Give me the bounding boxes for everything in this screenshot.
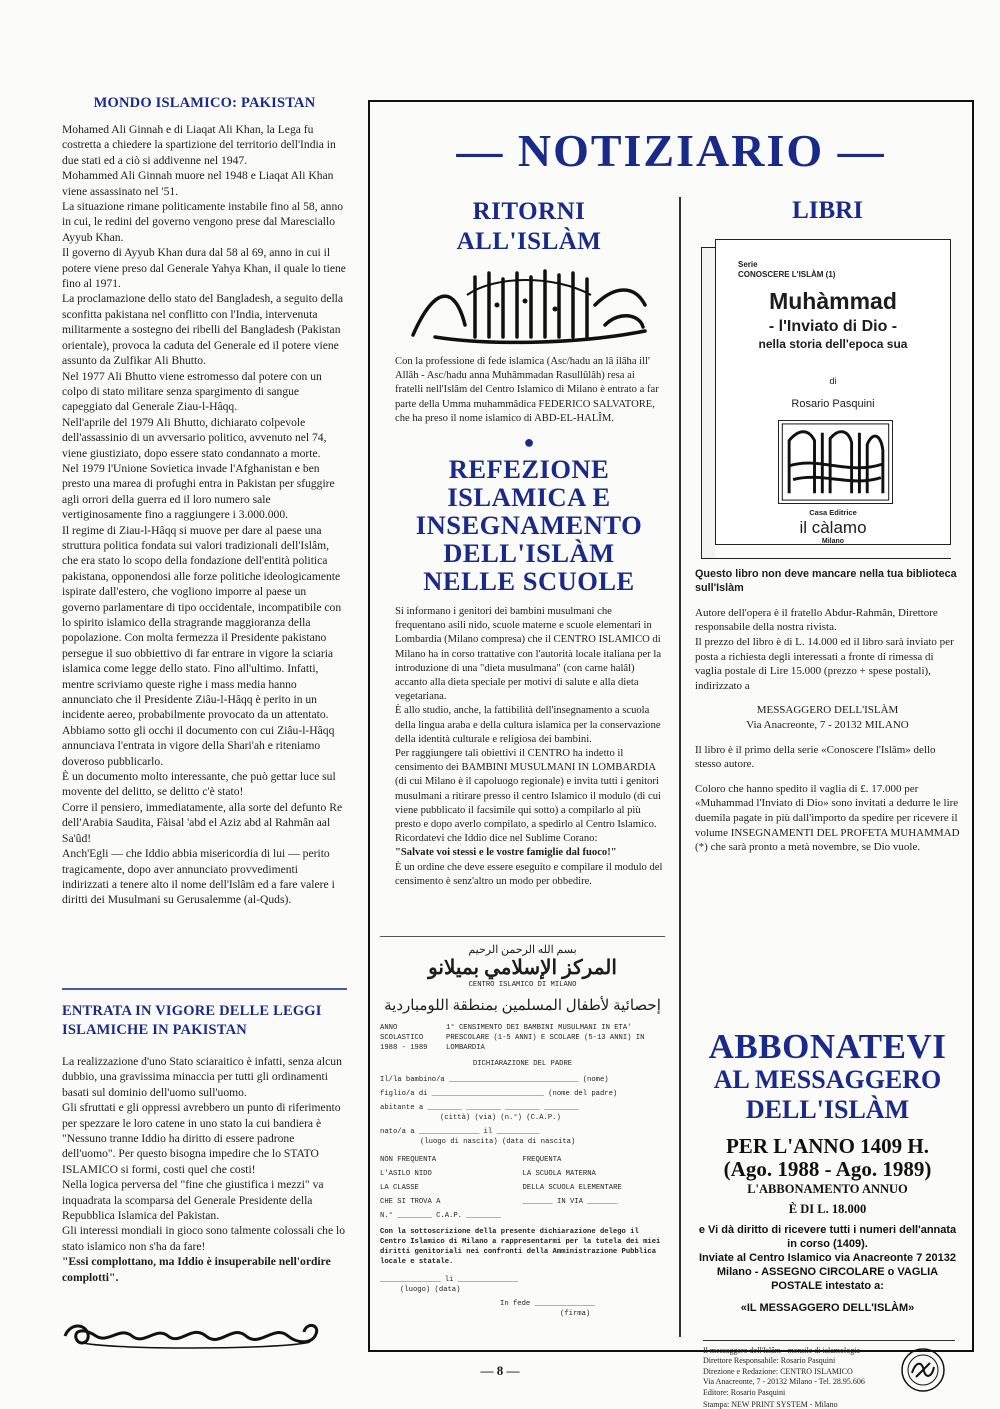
form-census-arabic: إحصائية لأطفال المسلمين بمنطقة اللومباردية: [384, 998, 661, 1014]
book-bottom-edge: [701, 545, 951, 559]
title-refezione-2: ISLAMICA E: [447, 482, 611, 513]
form-option: NON FREQUENTA: [380, 1156, 437, 1164]
quran-quote: "Salvate voi stessi e le vostre famiglie dal fuoco!": [395, 847, 617, 859]
paragraph: Si informano i genitori dei bambini musulmani che frequentano asili nido, scuole materne e scuole elementari in Lombardia (Milano compresa) che il CENTRO ISLAMICO di Milano ha in corso trattative con l'autorità locale italiana per la introduzione di una "dieta musulmana" (con carne halâl) accanto alla dieta speciale per motivi di salute e alla dieta vegetariana.: [395, 606, 662, 703]
form-header-row: [380, 1023, 665, 1053]
pakistan-article: [62, 122, 347, 908]
quran-quote: "Essi complottano, ma Iddio è insuperabile nell'ordire complotti".: [62, 1255, 331, 1284]
book-author: Rosario Pasquini: [791, 398, 875, 410]
schools-article: [395, 605, 663, 889]
title-libri: LIBRI: [792, 197, 863, 224]
form-line-labels: (città) (via) (n.°) (C.A.P.): [440, 1114, 561, 1122]
book-promo-headline: Questo libro non deve mancare nella tua biblioteca sull'Islàm: [695, 568, 957, 595]
section-title-pakistan: MONDO ISLAMICO: PAKISTAN: [93, 95, 316, 111]
paragraph: È un ordine che deve essere eseguito e compilare il modulo del censimento è senz'altro un modo per obbedire.: [395, 861, 663, 887]
address-name: MESSAGGERO DELL'ISLÀM: [756, 704, 899, 717]
census-form: [380, 936, 665, 1334]
book-cover: [701, 239, 954, 559]
left-column: [62, 95, 347, 908]
subscribe-line: DELL'ISLÀM: [745, 1095, 910, 1124]
laws-article: [62, 1054, 347, 1285]
paragraph: Nella logica perversa del "fine che giustifica i mezzi" va inquadrata la scomparsa del Generale Presidente della Repubblica Islamica del Pakistan.: [62, 1178, 324, 1223]
calligraphic-tile-icon: [778, 420, 893, 504]
colophon-line: Il messaggero dell'Islâm - mensile di islamologia: [703, 1346, 860, 1355]
title-refezione-4: DELL'ISLÀM: [443, 538, 615, 569]
form-option: LA CLASSE: [380, 1184, 419, 1192]
form-school-grid: [380, 1153, 665, 1209]
form-line: figlio/a di __________________________ (nome del padre): [380, 1090, 618, 1098]
paragraph: La situazione rimane politicamente instabile fino al 58, anno in cui, le redini del governo vengono prese dal Maresciallo Ayyub Khan.: [62, 200, 344, 244]
form-option: FREQUENTA: [522, 1156, 562, 1164]
subscribe-headline: ABBONATEVI: [708, 1027, 947, 1066]
book-by: di: [829, 376, 837, 386]
paragraph: È allo studio, anche, la fattibilità dell'insegnamento a scuola della lingua araba e della cultura islamica per la conservazione della identità culturale e religiosa dei bambini.: [395, 705, 661, 745]
form-option: LA SCUOLA MATERNA: [522, 1170, 596, 1178]
title-ritorni: RITORNI: [472, 198, 586, 225]
subscribe-line: e Vi dà diritto di ricevere tutti i numeri dell'annata in corso (1409).: [698, 1224, 957, 1250]
form-line: nato/a a ______________ il __________: [380, 1128, 540, 1136]
form-center-arabic: المركز الإسلامي بميلانو: [428, 957, 617, 979]
right-column: [695, 197, 960, 1409]
form-line: Il/la bambino/a ______________________________ (nome): [380, 1076, 609, 1084]
paragraph: Autore dell'opera è il fratello Abdur-Rahmân, Direttore responsabile della nostra rivista.: [695, 606, 938, 634]
paragraph: Nell'aprile del 1979 Ali Bhutto, dichiarato colpevole dell'assassinio di un avversario politico, avvenuto nel 74, viene giustiziato, dopo essere stato condannato a morte.: [62, 415, 327, 460]
paragraph: La proclamazione dello stato del Bangladesh, a seguito della sconfitta pakistana nel conflitto con l'India, intervenuta militarmente a sostegno dei ribelli del Bangladesh (Pakistan orientale), provoca la caduta del Generale ed il potere viene assunto da Zulfikar Ali Bhutto.: [62, 292, 344, 368]
form-col-a: [380, 1153, 523, 1209]
section-title-laws: ENTRATA IN VIGORE DELLE LEGGI ISLAMICHE IN PAKISTAN: [62, 1003, 322, 1038]
colophon-line: Direzione e Redazione: CENTRO ISLAMICO: [703, 1366, 853, 1376]
column-divider: [679, 197, 681, 1337]
form-statement: Con la sottoscrizione della presente dichiarazione delego il Centro Islamico di Milano a rappresentarmi per la tutela dei miei diritti genitoriali nei confronti della Amministrazione Pubblica locale e statale.: [380, 1228, 661, 1266]
bullet-separator: ●: [523, 432, 535, 453]
conversion-notice: Con la professione di fede islamica (Asc/hadu an lâ ilâha ill' Allâh - Asc/hadu anna Muhâmmadan Rasullûlâh) resa ai fratelli nell'Islâm del Centro Islamico di Milano è entrato a far parte della Umma muhammâdica FEDERICO SALVATORE, che ha preso il nome islamico di ABD-EL-HALÎM.: [395, 356, 659, 424]
paragraph: Il libro è il primo della serie «Conoscere l'Islâm» dello stesso autore.: [695, 743, 936, 771]
paragraph: La realizzazione d'uno Stato sciaraitico è infatti, senza alcun dubbio, una gravissima minaccia per tutti gli ordinamenti basati sul dominio dell'uomo sull'uomo.: [62, 1055, 342, 1099]
book-series: [738, 260, 835, 280]
subscribe-box: [695, 1029, 960, 1315]
book-subtitle: - l'Inviato di Dio -: [768, 318, 898, 335]
paragraph: Nel 1979 l'Unione Sovietica invade l'Afghanistan e ben presto una marea di profughi entra in Pakistan per sfuggire agli orrori della guerra ed il loro numero sale vertiginosamente fino a raggiungere i 3.000.000.: [62, 461, 335, 522]
paragraph: Gli interessi mondiali in gioco sono talmente colossali che lo stato islamico non s'ha da fare!: [62, 1224, 346, 1253]
paragraph: Mohamed Ali Ginnah e di Liaqat Ali Khan, la Lega fu costretta a chiedere la spartizione del territorio dell'India in due stati ed a ciò si addivenne nel 1947.: [62, 123, 336, 167]
shahada-calligraphy-icon: [405, 265, 653, 347]
left-column-lower: [62, 1002, 347, 1285]
book-series-label: Serie: [738, 260, 758, 269]
news-frame: [368, 100, 974, 1409]
paragraph: È un documento molto interessante, che può gettar luce sul movente del delitto, se delitto c'è stato!: [62, 770, 336, 799]
ornament-flourish-icon: [60, 1318, 330, 1354]
colophon-line: Direttore Responsabile: Rosario Pasquini: [703, 1356, 836, 1366]
book-series-name: CONOSCERE L'ISLÀM (1): [738, 270, 836, 279]
form-line-labels: (luogo di nascita) (data di nascita): [420, 1138, 576, 1146]
book-title: Muhàmmad: [769, 288, 897, 314]
form-sign-labels: (luogo) (data): [400, 1286, 461, 1294]
subscribe-year: PER L'ANNO 1409 H.: [725, 1134, 929, 1158]
book-publisher: il càlamo: [799, 518, 867, 537]
subscribe-line: Inviate al Centro Islamico via Anacreonte 7 20132 Milano - ASSEGNO CIRCOLARE o VAGLIA POSTALE intestato a:: [699, 1252, 956, 1292]
form-option: DELLA SCUOLA ELEMENTARE: [522, 1184, 622, 1192]
form-option: CHE SI TROVA A: [380, 1198, 441, 1206]
paragraph: Corre il pensiero, immediatamente, alla sorte del defunto Re dell'Arabia Saudita, Fàisal 'abd el Aziz abd al Rahmân aal Sa'ûd!: [62, 800, 343, 845]
title-all-islam: ALL'ISLÀM: [456, 228, 602, 255]
colophon-line: Via Anacreonte, 7 - 20132 Milano - Tel. 28.95.606: [703, 1377, 865, 1387]
form-sign-line: ______________ li ______________: [380, 1276, 519, 1284]
form-option: _______ IN VIA _______: [522, 1198, 618, 1206]
subscribe-payee: «IL MESSAGGERO DELL'ISLÀM»: [740, 1302, 915, 1314]
paragraph: Coloro che hanno spedito il vaglia di £. 17.000 per «Muhammad l'Inviato di Dio» sono invitati a dedurre le lire duemila pagate in più dall'importo da spedire per ricevere il volume INSEGNAMENTI DEL PROFETA MUHAMMAD (*) che sarà pronto a metà novembre, se Dio vuole.: [695, 782, 960, 854]
book-publisher-label: Casa Editrice: [809, 508, 857, 517]
paragraph: Abbiamo sotto gli occhi il documento con cui Ziâu-l-Hâqq annunciava l'entrata in vigore della Shari'ah e riteniamo doveroso pubblicarlo.: [62, 723, 335, 768]
subscribe-period: (Ago. 1988 - Ago. 1989): [723, 1157, 932, 1181]
book-promo: [695, 567, 960, 855]
subscribe-line: L'ABBONAMENTO ANNUO: [747, 1182, 908, 1196]
title-refezione-1: REFEZIONE: [448, 454, 610, 485]
book-city: Milano: [821, 538, 845, 545]
book-subtitle-2: nella storia dell'epoca sua: [758, 337, 908, 351]
paragraph: Mohammed Ali Ginnah muore nel 1948 e Liaqat Ali Khan viene assassinato nel '51.: [62, 169, 334, 198]
title-refezione-3: INSEGNAMENTO: [415, 510, 643, 541]
paragraph: Ricordatevi che Iddio dice nel Sublime Corano:: [395, 833, 598, 845]
paragraph: Per raggiungere tali obiettivi il CENTRO ha indetto il censimento dei BAMBINI MUSULMANI IN LOMBARDIA (di cui Milano è il capoluogo regionale) e invita tutti i genitori musulmani a ritirare presso il centro Islamico il modulo (di cui viene pubblicato il facsimile qui sotto) a compilarlo al più presto e dopo averlo compilato, a spedirlo al Centro Islamico.: [395, 748, 661, 831]
book-front: [715, 239, 951, 545]
page-number: — 8 —: [480, 1363, 520, 1378]
paragraph: Il governo di Ayyub Khan dura dal 58 al 69, anno in cui il potere viene preso dal Generale Yahya Khan, il quale lo tiene fino al 1971.: [62, 246, 346, 291]
subscribe-line: AL MESSAGGERO: [713, 1065, 942, 1094]
section-divider: [62, 988, 347, 990]
book-spine: [701, 247, 715, 559]
subscribe-price: È DI L. 18.000: [788, 1202, 867, 1216]
printer-line: Stampa: NEW PRINT SYSTEM - Milano: [703, 1400, 838, 1409]
form-col-b: [523, 1153, 666, 1209]
form-line: abitante a ________ ________ ________ ________: [380, 1104, 579, 1112]
form-census-title: 1° CENSIMENTO DEI BAMBINI MUSULMANI IN ETA' PRESCOLARE (1-5 ANNI) E SCOLARE (5-13 ANNI) IN LOMBARDIA: [446, 1024, 645, 1052]
notiziario-header: — NOTIZIARIO —: [456, 125, 886, 176]
form-declaration: DICHIARAZIONE DEL PADRE: [472, 1060, 573, 1068]
address-street: Via Anacreonte, 7 - 20132 MILANO: [746, 718, 909, 731]
paragraph: Il regime di Ziau-l-Hâqq si muove per dare al paese una struttura politica fondata sui valori tradizionali dell'Islâm, che era stato lo scopo della fondazione dell'entità politica pakistana, opponendosi alle forze politiche ideologicamente ispirate dall'estero, che vogliono imporre al paese un governo parlamentare di tipo occidentale, incompatibile con lo spirito islamico della stragrande maggioranza della popolazione. Con molta fermezza il Presidente pakistano persegue il suo obbiettivo di far entrare in vigore la sciaria islamica come legge dello stato. Fino all'ultimo. Infatti, mentre scriviamo queste righe i mass media hanno annunciato che il Presidente Ziâu-l-Hâqq è perito in un incidente aereo, probabilmente provocato da un attentato.: [62, 523, 342, 722]
form-line: N.° ________ C.A.P. ________: [380, 1212, 501, 1220]
form-center-name: CENTRO ISLAMICO DI MILANO: [468, 981, 577, 989]
paragraph: Nel 1977 Ali Bhutto viene estromesso dal potere con un colpo di stato militare senza spargimento di sangue capeggiato dal Generale Ziau-l-Hâqq.: [62, 369, 322, 414]
paragraph: Anch'Egli — che Iddio abbia misericordia di lui — perito tragicamente, dopo aver annunciato provvedimenti indirizzati a tenere alto il nome dell'Islâm ed a fare valere i diritti dei Musulmani su Gerusalemme (al-Quds).: [62, 847, 335, 907]
paragraph: Gli sfruttati e gli oppressi avrebbero un punto di riferimento per spezzare le loro catene in uno stato la cui bandiera è "Nessuno tranne Iddio ha diritto di essere padrone dell'uomo". Per questo bisogna impedire che lo STATO ISLAMICO si formi, costi quel che costi!: [62, 1101, 341, 1176]
form-sign-line: In fede ______________: [500, 1300, 595, 1308]
paragraph: Il prezzo del libro è di L. 14.000 ed il libro sarà inviato per posta a richiesta degli interessati a fronte di rimessa di vaglia postale di Lire 15.000 (prezzo + spese postali), indirizzato a: [695, 636, 954, 692]
form-option: L'ASILO NIDO: [380, 1170, 432, 1178]
form-anno: ANNO SCOLASTICO 1988 - 1989: [380, 1024, 428, 1052]
middle-column: [395, 197, 663, 889]
title-refezione-5: NELLE SCUOLE: [423, 566, 635, 597]
form-sign-labels: (firma): [560, 1310, 591, 1318]
colophon-line: Editore: Rosario Pasquini: [703, 1387, 786, 1397]
form-basmala: بسم الله الرحمن الرحيم: [468, 944, 577, 956]
